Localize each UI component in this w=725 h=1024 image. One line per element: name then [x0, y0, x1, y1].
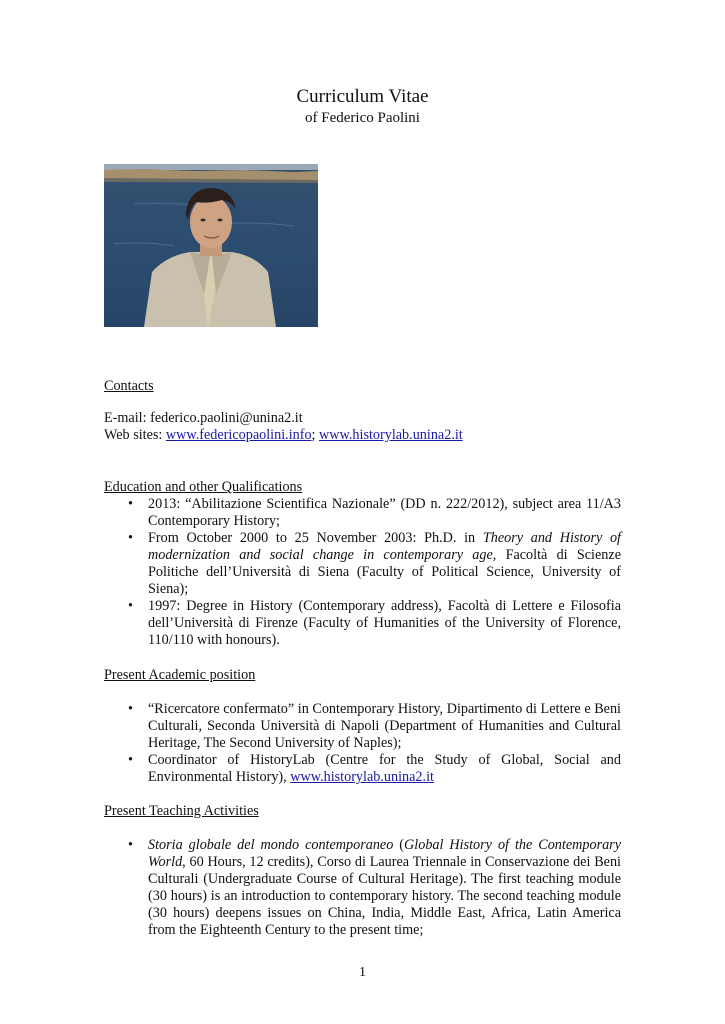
list-item	[104, 752, 621, 786]
email-label: E-mail:	[104, 410, 147, 426]
websites-label: Web sites:	[104, 427, 163, 443]
position-item-text: Coordinator of HistoryLab (Centre for the Study of Global, Social and Environmental History),	[148, 752, 621, 785]
education-list	[104, 496, 621, 649]
historylab-link[interactable]: www.historylab.unina2.it	[290, 769, 434, 785]
education-item-italic: Theory and History of modernization and social change in contemporary age	[148, 530, 621, 563]
teaching-course-title-en: Global History of the Contemporary World	[148, 837, 621, 870]
list-item	[104, 701, 621, 752]
education-item-text: 1997: Degree in History (Contemporary address), Facoltà di Lettere e Filosofia dell’Università di Firenze (Faculty of Humanities of the University of Florence, 110/110 with honours).	[148, 598, 621, 648]
document-title: Curriculum Vitae	[296, 86, 429, 107]
list-item	[104, 837, 621, 939]
contacts-section	[104, 378, 621, 444]
teaching-heading: Present Teaching Activities	[104, 803, 259, 819]
teaching-course-title-it: Storia globale del mondo contemporaneo	[148, 837, 394, 853]
list-item	[104, 496, 621, 530]
list-item	[104, 530, 621, 598]
teaching-item-text: , 60 Hours, 12 credits), Corso di Laurea Triennale in Conservazione dei Beni Culturali (Undergraduate Course of Cultural Heritage). The first teaching module (30 hours) is an introduction to contemporary history. The second teaching module (30 hours) deepens issues on China, India, Middle East, Africa, Latin America from the Eighteenth Century to the present time;	[148, 854, 621, 938]
position-item-text: “Ricercatore confermato” in Contemporary History, Dipartimento di Lettere e Beni Culturali, Seconda Università di Napoli (Department of Humanities and Cultural Heritage, The Second University of Naples);	[148, 701, 621, 751]
contacts-heading: Contacts	[104, 378, 154, 394]
websites-line	[104, 427, 621, 444]
position-section	[104, 667, 621, 786]
teaching-paren: (	[393, 837, 405, 853]
position-list	[104, 701, 621, 786]
websites-separator: ;	[311, 427, 316, 443]
teaching-list	[104, 837, 621, 939]
page-number: 1	[359, 965, 366, 980]
position-heading: Present Academic position	[104, 667, 256, 683]
education-section	[104, 479, 621, 649]
email-address: federico.paolini@unina2.it	[150, 410, 303, 426]
website-link-historylab[interactable]: www.historylab.unina2.it	[319, 427, 463, 443]
website-link-personal[interactable]: www.federicopaolini.info	[165, 427, 312, 443]
document-subtitle: of Federico Paolini	[305, 110, 420, 126]
education-item-text-pre: From October 2000 to 25 November 2003: Ph.D. in	[148, 530, 483, 546]
portrait-photo	[104, 164, 318, 327]
education-item-text: 2013: “Abilitazione Scientifica Nazionale” (DD n. 222/2012), subject area 11/A3 Contemporary History;	[148, 496, 621, 529]
education-item-text-post: , Facoltà di Scienze Politiche dell’Università di Siena (Faculty of Political Science, University of Siena);	[148, 547, 621, 597]
education-heading: Education and other Qualifications	[104, 479, 303, 495]
list-item	[104, 598, 621, 649]
email-line	[104, 410, 621, 427]
teaching-section	[104, 803, 621, 939]
